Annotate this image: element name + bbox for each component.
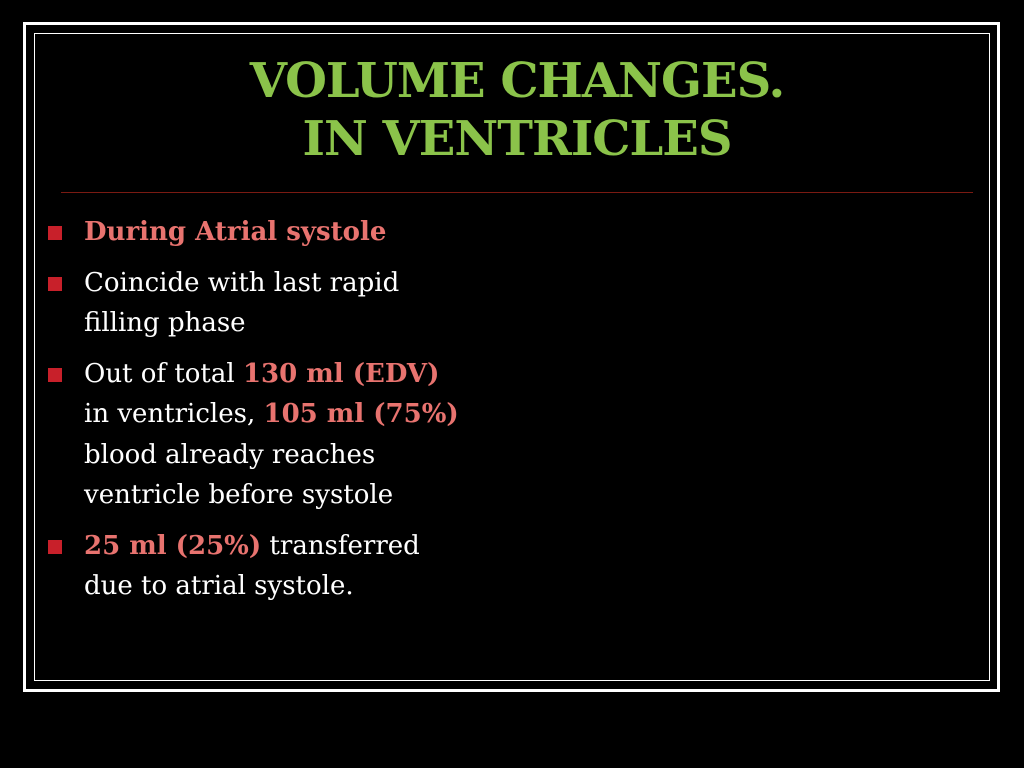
bullet-item-edv — [48, 354, 528, 516]
square-bullet-icon — [48, 277, 62, 291]
bullet-text-line: blood already reaches — [84, 439, 376, 470]
bullet-text-line — [84, 526, 528, 567]
square-bullet-icon — [48, 226, 62, 240]
bullet-text-line — [84, 354, 528, 395]
bullet-item-rapid-filling — [48, 263, 528, 344]
prefilled-volume-value: 105 ml (75%) — [263, 399, 459, 429]
title-line-2: IN VENTRICLES — [302, 111, 732, 167]
slide-title — [60, 52, 974, 168]
edv-value: 130 ml (EDV) — [242, 358, 440, 389]
atrial-volume-value: 25 ml (25%) — [84, 530, 262, 561]
bullet-text-line: Coincide with last rapid — [84, 267, 400, 298]
bullet-list — [48, 212, 528, 617]
bullet-text: Out of total — [84, 358, 243, 389]
square-bullet-icon — [48, 368, 62, 382]
bullet-text-line — [84, 394, 528, 435]
bullet-text: transferred — [261, 530, 420, 561]
square-bullet-icon — [48, 540, 62, 554]
bullet-text-line: ventricle before systole — [84, 480, 394, 510]
bullet-item-atrial-systole — [48, 212, 528, 253]
title-line-1: VOLUME CHANGES. — [249, 53, 785, 109]
bullet-text: in ventricles, — [84, 399, 264, 429]
title-divider — [61, 192, 973, 193]
bullet-text-line: due to atrial systole. — [84, 571, 354, 601]
bullet-item-atrial-contribution — [48, 526, 528, 607]
bullet-text-line: filling phase — [84, 308, 246, 338]
bullet-heading: During Atrial systole — [84, 217, 387, 247]
